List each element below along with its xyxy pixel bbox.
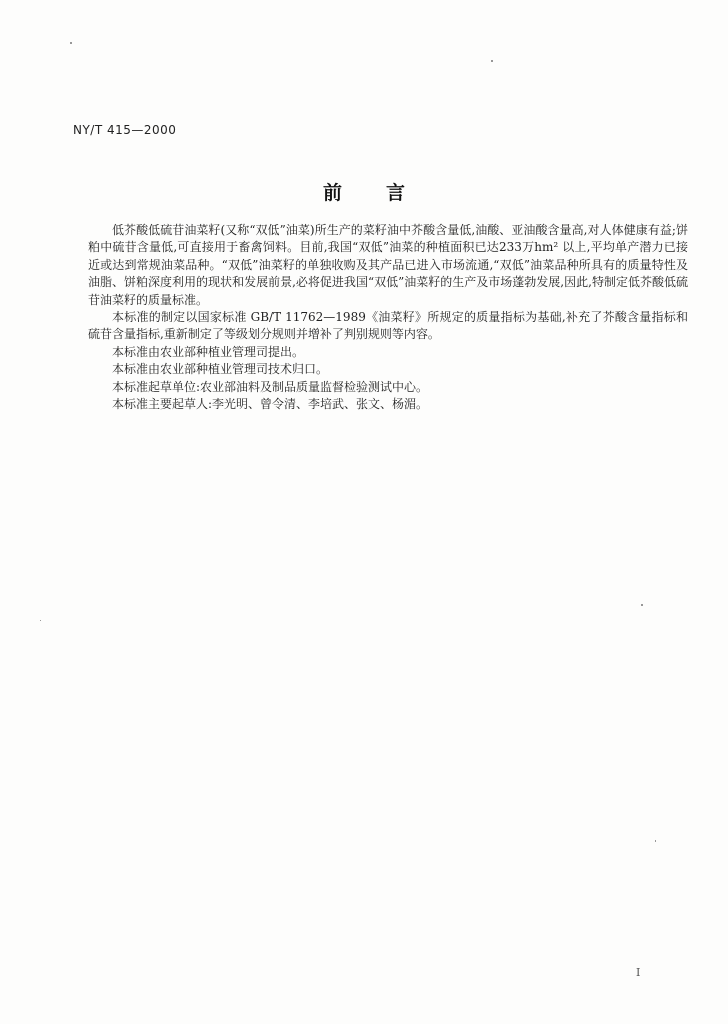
page-number: I [636, 966, 641, 979]
foreword-body [88, 222, 688, 413]
paragraph-basis: 本标准的制定以国家标准 GB/T 11762—1989《油菜籽》所规定的质量指标为基础,补充了芥酸含量指标和硫苷含量指标,重新制定了等级划分规则并增补了判别规则等内容。 [88, 310, 688, 342]
scan-speck [40, 620, 41, 621]
scan-speck [655, 840, 656, 842]
paragraph-drafting-unit: 本标准起草单位:农业部油料及制品质量监督检验测试中心。 [112, 379, 429, 394]
title-char-right: 言 [386, 182, 406, 204]
paragraph-intro: 低芥酸低硫苷油菜籽(又称“双低”油菜)所生产的菜籽油中芥酸含量低,油酸、亚油酸含量高,对人体健康有益;饼粕中硫苷含量低,可直接用于畜禽饲料。目前,我国“双低”油菜的种植面积已达233万hm² 以上,平均单产潜力已接近或达到常规油菜品种。“双低”油菜籽的单独收购及其产品已进入市场流通,“双低”油菜品种所具有的质量特性及油脂、饼粕深度利用的现状和发展前景,必将促进我国“双低”油菜籽的生产及市场蓬勃发展,因此,特制定低芥酸低硫苷油菜籽的质量标准。 [88, 223, 688, 307]
paragraph-centralized: 本标准由农业部种植业管理司技术归口。 [112, 362, 329, 377]
standard-code: NY/T 415—2000 [73, 123, 177, 137]
page-title [0, 178, 728, 205]
scan-speck [70, 42, 72, 44]
scan-speck [641, 604, 643, 606]
paragraph-proposer: 本标准由农业部种植业管理司提出。 [112, 344, 305, 359]
paragraph-drafters: 本标准主要起草人:李光明、曾令清、李培武、张文、杨湄。 [112, 397, 429, 412]
scan-speck [491, 60, 493, 62]
title-char-left: 前 [322, 182, 342, 204]
